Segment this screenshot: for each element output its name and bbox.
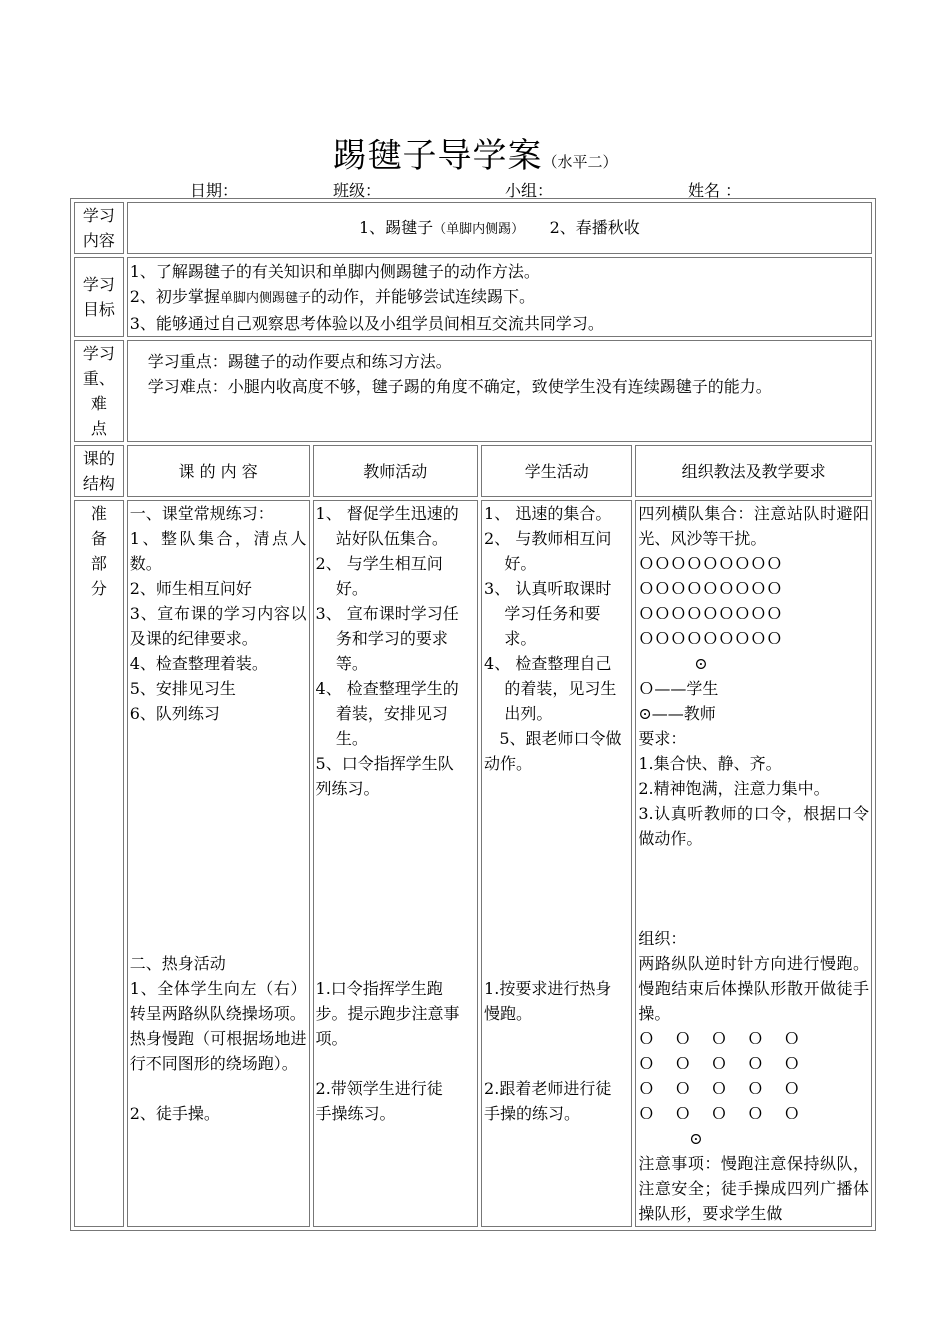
learning-content-label: 学习 内容 (74, 202, 124, 254)
difficulty-point: 学习难点：小腿内收高度不够，毽子踢的角度不确定，致使学生没有连续踢毽子的能力。 (147, 377, 772, 396)
date-label: 日期： (190, 181, 239, 200)
lesson-table (70, 198, 876, 1231)
preparation-section-row (74, 500, 872, 1227)
section-label: 准 备 部 分 (74, 500, 124, 1227)
name-label: 姓名 ： (688, 181, 742, 200)
title-main: 踢毽子导学案 (332, 136, 543, 176)
content-item-2: 2、春播秋收 (549, 217, 640, 237)
document-title (0, 128, 950, 177)
goal-1: 1、了解踢毽子的有关知识和单脚内侧踢毽子的动作方法。 (129, 262, 540, 281)
key-point: 学习重点：踢毽子的动作要点和练习方法。 (147, 352, 452, 371)
teacher-activity-cell: 1、 督促学生迅速的 站好队伍集合。 2、 与学生相互问 好。 3、 宣布课时学习任 务和学习的要求 等。 4、 检查整理学生的 着装，安排见习 生。 5、口令指挥学生队 列练习。 1.口令指挥学生跑 步。提示跑步注意事 项。 2.带领学生进行徒 手操练习。 (313, 500, 479, 1227)
learning-goals-row (74, 257, 872, 337)
col-structure-header: 课的 结构 (74, 445, 124, 497)
student-activity-cell: 1、 迅速的集合。 2、 与教师相互问 好。 3、 认真听取课时 学习任务和要 求。 4、 检查整理自己 的着装，见习生 出列。 5、跟老师口令做 动作。 1.按要求进行热身 慢跑。 2.跟着老师进行徒 手操的练习。 (481, 500, 632, 1227)
goal-2: 2、初步掌握单脚内侧踢毽子的动作，并能够尝试连续踢下。 (129, 287, 535, 306)
content-item-1-note: （单脚内侧踢） (433, 221, 525, 237)
col-method-header: 组织教法及教学要求 (635, 445, 872, 497)
key-points-label: 学习 重、难 点 (74, 340, 124, 442)
goal-3: 3、能够通过自己观察思考体验以及小组学员间相互交流共同学习。 (129, 314, 604, 333)
title-level: （水平二） (542, 153, 618, 171)
method-cell: 四列横队集合：注意站队时避阳光、风沙等干扰。 ＯＯＯＯＯＯＯＯＯ ＯＯＯＯＯＯＯＯＯ ＯＯＯＯＯＯＯＯＯ ＯＯＯＯＯＯＯＯＯ ⊙ Ｏ——学生 ⊙——教师 要求： 1.集合快、静、齐。 2.精神饱满，注意力集中。 3.认真听教师的口令，根据口令做动作。 组织： 两路纵队逆时针方向进行慢跑。慢跑结束后体操队形散开做徒手操。 Ｏ Ｏ Ｏ Ｏ Ｏ Ｏ Ｏ Ｏ Ｏ Ｏ Ｏ Ｏ Ｏ Ｏ Ｏ Ｏ Ｏ Ｏ Ｏ Ｏ ⊙ 注意事项：慢跑注意保持纵队，注意安全；徒手操成四列广播体操队形，要求学生做 (635, 500, 872, 1227)
column-header-row (74, 445, 872, 497)
content-cell: 一、课堂常规练习： 1、整队集合，清点人数。 2、师生相互问好 3、宣布课的学习内容以及课的纪律要求。 4、检查整理着装。 5、安排见习生 6、队列练习 二、热身活动 1、全体学生向左（右）转呈两路纵队绕操场项。 热身慢跑（可根据场地进行不同图形的绕场跑）。 2、徒手操。 (127, 500, 310, 1227)
content-item-1: 1、踢毽子 (358, 217, 434, 237)
col-student-header: 学生活动 (481, 445, 632, 497)
learning-content-cell (127, 202, 872, 254)
learning-goals-label: 学习 目标 (74, 257, 124, 337)
learning-goals-cell (127, 257, 872, 337)
learning-content-row (74, 202, 872, 254)
key-points-cell (127, 340, 872, 442)
col-content-header: 课 的 内 容 (127, 445, 310, 497)
col-teacher-header: 教师活动 (313, 445, 479, 497)
class-label: 班级： (333, 181, 382, 200)
group-label: 小组： (505, 181, 554, 200)
key-points-row (74, 340, 872, 442)
